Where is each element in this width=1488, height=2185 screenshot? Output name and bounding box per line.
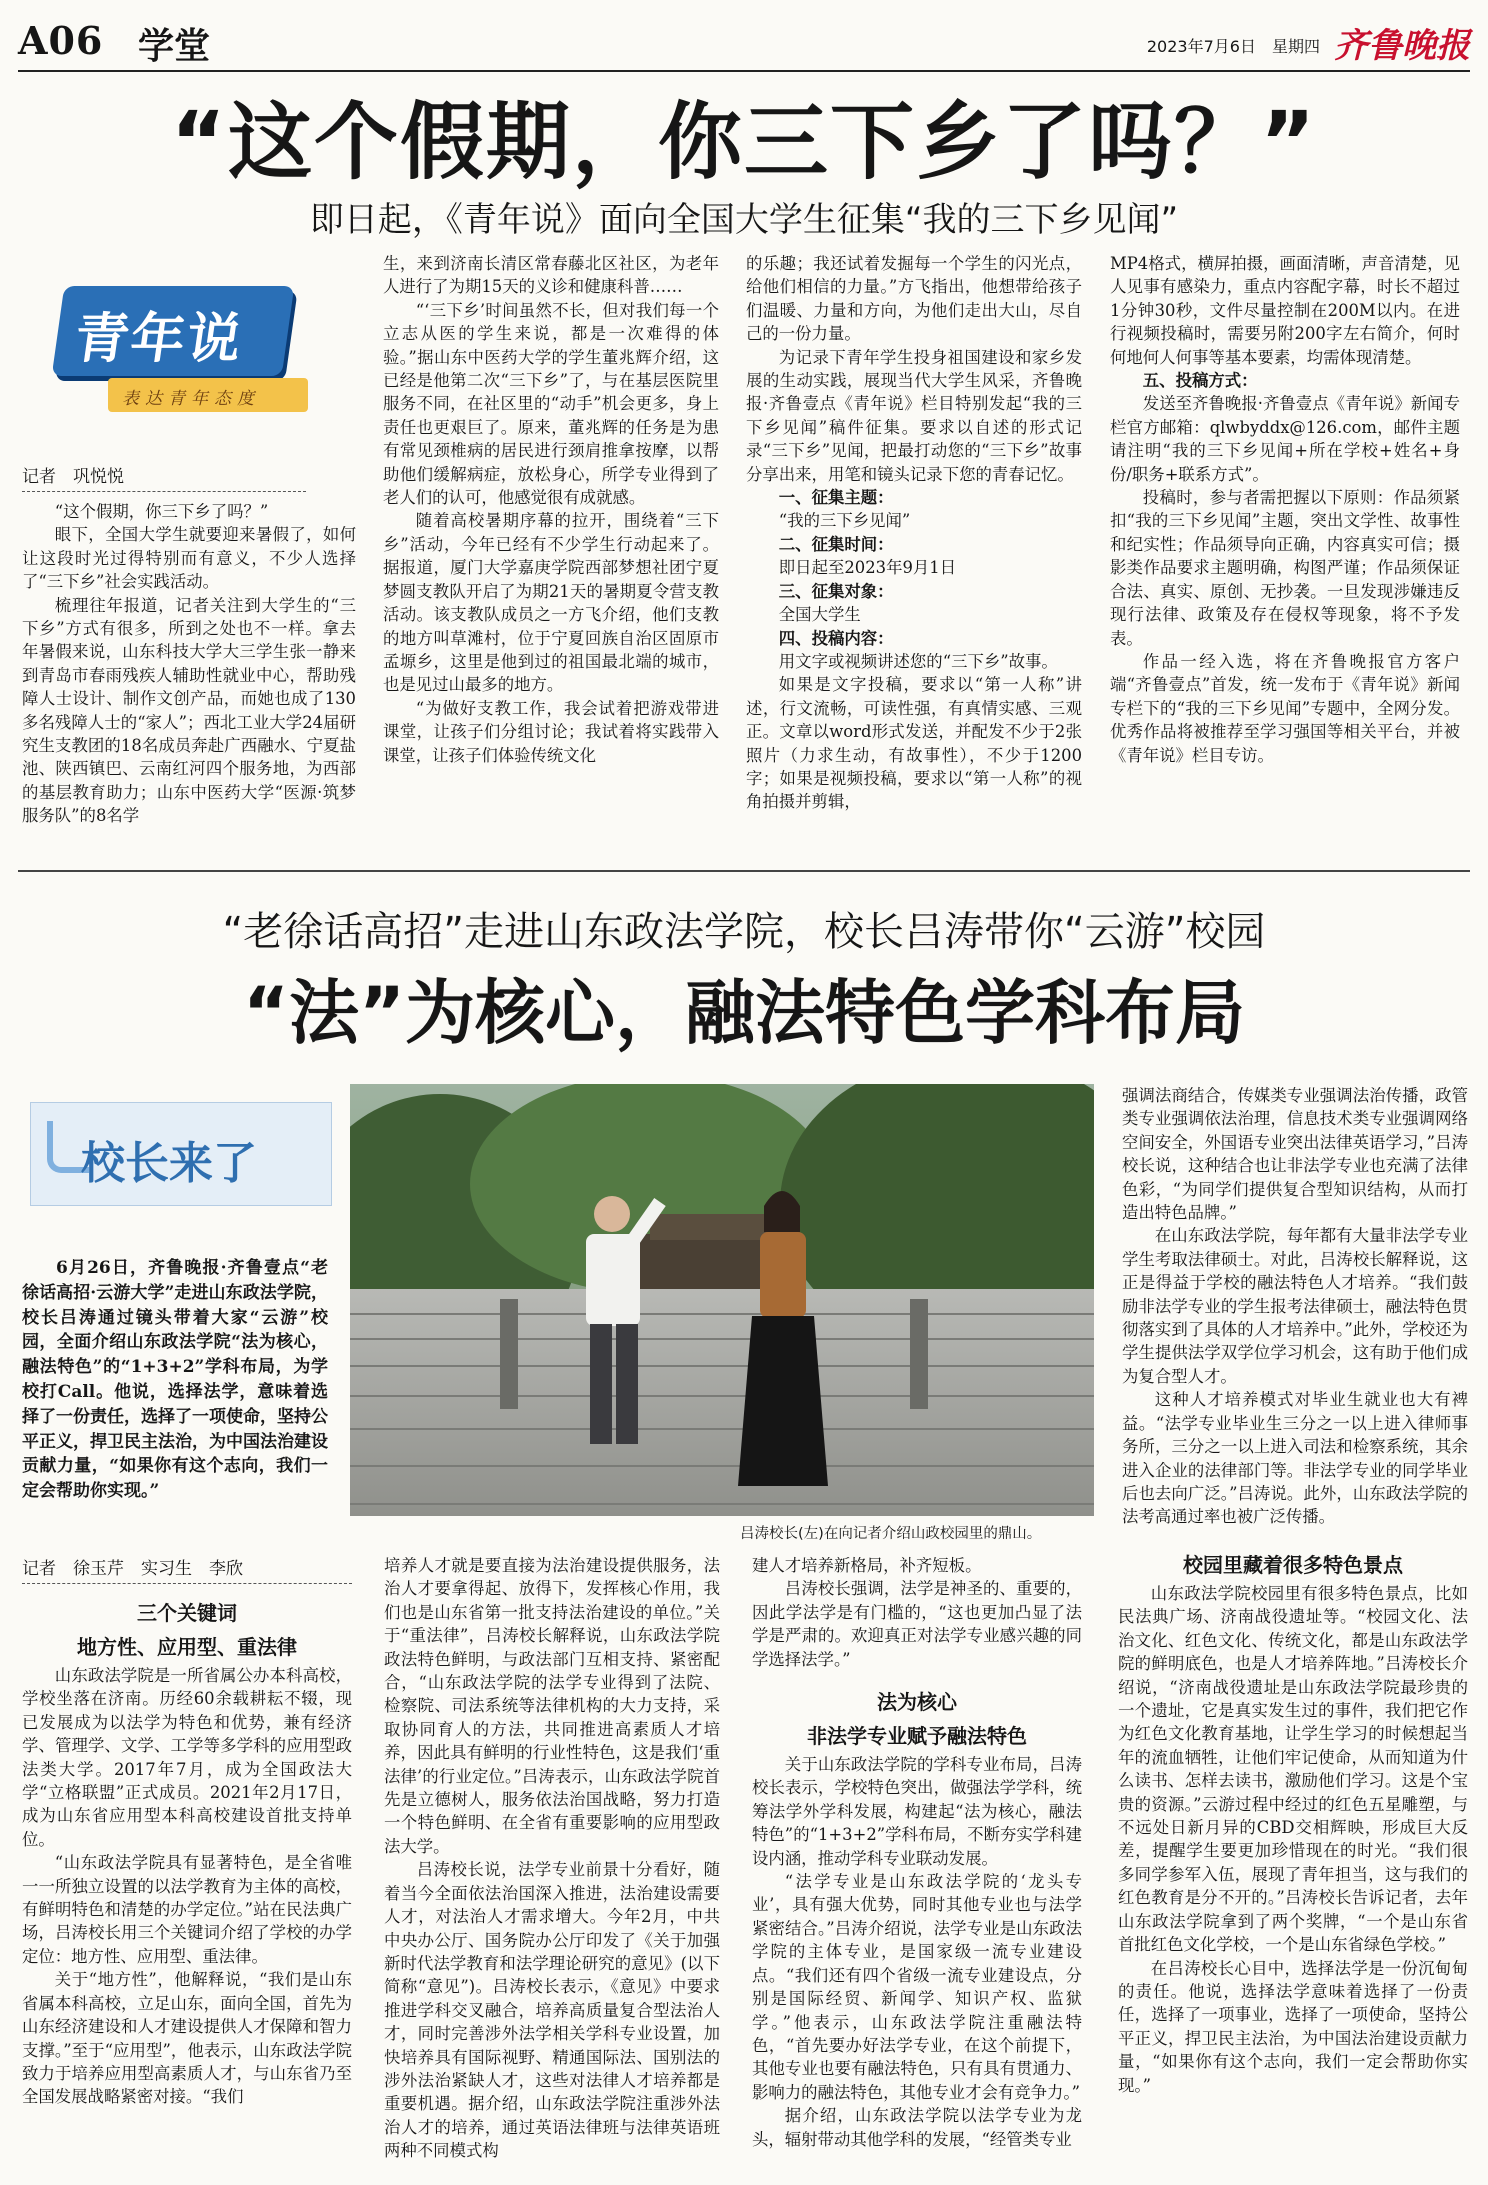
- logo-tagline-strip: [108, 378, 308, 412]
- subheading: 校园里藏着很多特色景点: [1183, 1553, 1403, 1577]
- paragraph: 关于山东政法学院的学科专业布局，吕涛校长表示，学校特色突出，做强法学学科，统筹法学外学科发展，构建起“法为核心，融法特色”的“1+3+2”学科布局，不断夯实学科建设内涵，推动学科专业联动发展。: [752, 1755, 1082, 1868]
- paragraph: 生，来到济南长清区常春藤北区社区，为老年人进行了为期15天的义诊和健康科普……: [383, 254, 719, 297]
- paragraph: 建人才培养新格局，补齐短板。: [752, 1556, 982, 1575]
- call-heading: 五、投稿方式：: [1142, 371, 1258, 391]
- subheading: 法为核心: [877, 1690, 957, 1715]
- article1-column-2: [383, 252, 719, 767]
- paragraph: 山东政法学院校园里有很多特色景点，比如民法典广场、济南战役遗址等。“校园文化、法治文化、红色文化、传统文化，都是山东政法学院的鲜明底色，也是人才培养阵地。”吕涛校长介绍说，“济南战役遗址是山东政法学院最珍贵的一个遗址，它是真实发生过的事件，我们把它作为红色文化教育基地，让学生学习的时候想起当年的流血牺牲，让他们牢记使命，从而知道为什么读书、怎样去读书，激励他们学习。这是个宝贵的资源。”云游过程中经过的红色五星雕塑，与不远处日新月异的CBD交相辉映，形成巨大反差，提醒学生要更加珍惜现在的时光。“我们很多同学参军入伍，展现了青年担当，这与我们的红色教育是分不开的。”吕涛校长告诉记者，去年山东政法学院拿到了两个奖牌，“一个是山东省首批红色文化学校，一个是山东省绿色学校。”: [1118, 1584, 1468, 1955]
- paragraph: “法学专业是山东政法学院的‘龙头专业’，具有强大优势，同时其他专业也与法学紧密结合。”吕涛介绍说，法学专业是山东政法学院的主体专业，是国家级一流专业建设点。“我们还有四个省级一流专业建设点，分别是国际经贸、新闻学、知识产权、监狱学。”他表示，山东政法学院注重融法特色，“首先要办好法学专业，在这个前提下，其他专业也要有融法特色，只有具有贯通力、影响力的融法特色，其他专业才会有竞争力。”: [752, 1872, 1082, 2102]
- paragraph: 在山东政法学院，每年都有大量非法学专业学生考取法律硕士。对此，吕涛校长解释说，这正是得益于学校的融法特色人才培养。“我们鼓励非法学专业的学生报考法律硕士，融法特色贯彻落实到了具体的人才培养中。”此外，学校还为学生提供法学双学位学习机会，这有助于他们成为复合型人才。: [1122, 1226, 1468, 1386]
- paragraph: 即日起至2023年9月1日: [778, 558, 957, 578]
- issue-date: [1147, 34, 1320, 57]
- article2-right-column-top: [1122, 1084, 1468, 1529]
- paragraph: 据介绍，山东政法学院以法学专业为龙头，辐射带动其他学科的发展，“经管类专业: [752, 2106, 1082, 2149]
- qingnianshuo-logo: [18, 268, 318, 418]
- paragraph: “为做好支教工作，我会试着把游戏带进课堂，让孩子们分组讨论；我试着将实践带入课堂，让孩子们体验传统文化: [383, 698, 719, 765]
- photo-caption: 吕涛校长(左)在向记者介绍山政校园里的鼎山。: [740, 1526, 1042, 1542]
- article2-title: “法”为核心，融法特色学科布局: [242, 972, 1245, 1054]
- paragraph: 山东政法学院是一所省属公办本科高校，学校坐落在济南。历经60余载耕耘不辍，现已发展成为以法学为特色和优势，兼有经济学、管理学、文学、工学等多学科的应用型政法类大学。2017年7月，成为全国政法大学“立格联盟”正式成员。2021年2月17日，成为山东省应用型本科高校建设首批支持单位。: [22, 1666, 352, 1849]
- paragraph: “山东政法学院具有显著特色，是全省唯一一所独立设置的以法学教育为主体的高校，有鲜明特色和清楚的办学定位。”站在民法典广场，吕涛校长用三个关键词介绍了学校的办学定位：地方性、应用型、重法律。: [22, 1853, 352, 1966]
- section-name: 学堂: [138, 26, 211, 67]
- call-heading: 一、征集主题：: [778, 488, 894, 508]
- photo-illustration: [350, 1084, 1094, 1516]
- logo-badge: [52, 286, 295, 376]
- paragraph: 全国大学生: [778, 605, 861, 625]
- weekday: 星期四: [1271, 37, 1320, 56]
- logo-text: 校长来了: [81, 1138, 257, 1189]
- paragraph: 作品一经入选，将在齐鲁晚报官方客户端“齐鲁壹点”首发，统一发布于《青年说》新闻专栏下的“我的三下乡见闻”专题中，全网分发。优秀作品将被推荐至学习强国等相关平台，并被《青年说》栏目专访。: [1110, 651, 1460, 765]
- paragraph: 发送至齐鲁晚报·齐鲁壹点《青年说》新闻专栏官方邮箱：qlwbyddx@126.com，邮件主题请注明“我的三下乡见闻+所在学校+姓名+身份/职务+联系方式”。: [1110, 394, 1460, 484]
- date: 2023年7月6日: [1146, 37, 1256, 56]
- article1-title: “这个假期，你三下乡了吗？”: [170, 93, 1318, 191]
- call-heading: 四、投稿内容：: [778, 628, 894, 648]
- article-divider: [18, 870, 1470, 872]
- article2-column-1: [22, 1596, 352, 2109]
- article2-column-3: [752, 1554, 1082, 2151]
- paragraph: 关于“地方性”，他解释说，“我们是山东省属本科高校，立足山东，面向全国，首先为山东经济建设和人才建设提供人才保障和智力支撑。”至于“应用型”，他表示，山东政法学院致力于培养应用型高素质人才，与山东省乃至全国发展战略紧密对接。“我们: [22, 1970, 352, 2107]
- lead-paragraph: 6月26日，齐鲁晚报·齐鲁壹点“老徐话高招·云游大学”走进山东政法学院，校长吕涛通过镜头带着大家“云游”校园，全面介绍山东政法学院“法为核心，融法特色”的“1+3+2”学科布局，为学校打Call。他说，选择法学，意味着选择了一份责任，选择了一项使命，坚持公平正义，捍卫民主法治，为中国法治建设贡献力量，“如果你有这个志向，我们一定会帮助你实现。”: [22, 1258, 328, 1502]
- paragraph: 投稿时，参与者需把握以下原则：作品须紧扣“我的三下乡见闻”主题，突出文学性、故事性和纪实性；作品须导向正确，内容真实可信；摄影类作品要求主题明确，构图严谨；作品须保证合法、真实、原创、无抄袭。一旦发现涉嫌违反现行法律、政策及存在侵权等现象，将不予发表。: [1110, 488, 1460, 648]
- paragraph: “‘三下乡’时间虽然不长，但对我们每一个立志从医的学生来说，都是一次难得的体验。”据山东中医药大学的学生董兆辉介绍，这已经是他第二次“三下乡”了，与在基层医院里服务不同，在社区里的“动手”机会更多，身上责任也更艰巨了。原来，董兆辉的任务是为患有常见颈椎病的居民进行颈肩推拿按摩，以帮助他们缓解病症，放松身心，所学专业得到了老人们的认可，他感觉很有成就感。: [383, 300, 719, 508]
- paragraph: MP4格式，横屏拍摄，画面清晰，声音清楚，见人见事有感染力，重点内容配字幕，时长不超过1分钟30秒，文件尽量控制在200M以内。在进行视频投稿时，需要另附200字左右简介，何时何地何人何事等基本要素，均需体现清楚。: [1110, 254, 1460, 367]
- paragraph: 这种人才培养模式对毕业生就业也大有裨益。“法学专业毕业生三分之一以上进入律师事务所，三分之一以上进入司法和检察系统，其余进入企业的法律部门等。非法学专业的同学毕业后也去向广泛。”吕涛说。此外，山东政法学院的法考高通过率也被广泛传播。: [1122, 1390, 1468, 1527]
- subheading: 三个关键词: [137, 1601, 237, 1625]
- article1-column-3: [746, 252, 1082, 814]
- paragraph: 用文字或视频讲述您的“三下乡”故事。: [778, 651, 1058, 671]
- subheading: 非法学专业赋予融法特色: [807, 1724, 1027, 1749]
- newspaper-masthead-logo: 齐鲁晚报: [1334, 26, 1470, 66]
- paragraph: 吕涛校长强调，法学是神圣的、重要的，因此学法学是有门槛的，“这也更加凸显了法学是严肃的。欢迎真正对法学专业感兴趣的同学选择法学。”: [752, 1579, 1082, 1669]
- logo-text: 青年说: [70, 307, 248, 370]
- article2-kicker: “老徐话高招”走进山东政法学院，校长吕涛带你“云游”校园: [222, 909, 1266, 955]
- article1-column-1: [22, 500, 356, 828]
- paragraph: 眼下，全国大学生就要迎来暑假了，如何让这段时光过得特别而有意义，不少人选择了“三下乡”社会实践活动。: [22, 525, 356, 592]
- article1-byline: 记者 巩悦悦: [22, 462, 306, 492]
- paragraph: 梳理往年报道，记者关注到大学生的“三下乡”方式有很多，所到之处也不一样。拿去年暑假来说，山东科技大学大三学生张一静来到青岛市春雨残疾人辅助性就业中心，帮助残障人士设计、制作文创产品，而她也成了130多名残障人士的“家人”；西北工业大学24届研究生支教团的18名成员奔赴广西融水、宁夏盐池、陕西镇巴、云南红河四个服务地，为西部的基层教育助力；山东中医药大学“医源·筑梦服务队”的8名学: [22, 595, 356, 826]
- campus-photo: [350, 1084, 1094, 1516]
- article1-column-4: [1110, 252, 1460, 767]
- paragraph: 为记录下青年学生投身祖国建设和家乡发展的生动实践，展现当代大学生风采，齐鲁晚报·齐鲁壹点《青年说》栏目特别发起“我的三下乡见闻”稿件征集。要求以自述的形式记录“三下乡”见闻，把最打动您的“三下乡”故事分享出来，用笔和镜头记录下您的青春记忆。: [746, 347, 1082, 484]
- paragraph: 在吕涛校长心目中，选择法学是一份沉甸甸的责任。他说，选择法学意味着选择了一份责任，选择了一项事业，选择了一项使命，坚持公平正义，捍卫民主法治，为中国法治建设贡献力量，“如果你有这个志向，我们一定会帮助你实现。”: [1118, 1958, 1468, 2095]
- article2-lead: [22, 1256, 328, 1504]
- article2-byline: 记者 徐玉芹 实习生 李欣: [22, 1554, 352, 1584]
- paragraph: 的乐趣；我还试着发掘每一个学生的闪光点，给他们相信的力量。”方飞指出，他想带给孩子们温暖、力量和方向，为他们走出大山，尽自己的一份力量。: [746, 254, 1082, 344]
- article1-subtitle: 即日起，《青年说》面向全国大学生征集“我的三下乡见闻”: [309, 200, 1179, 240]
- article2-column-2: [384, 1554, 720, 2163]
- subheading: 地方性、应用型、重法律: [77, 1635, 297, 1659]
- call-heading: 二、征集时间：: [778, 534, 894, 554]
- paragraph: 如果是文字投稿，要求以“第一人称”讲述，行文流畅，可读性强，有真情实感、三观正。文章以word形式发送，并配发不少于2张照片（力求生动，有故事性），不少于1200字；如果是视频投稿，要求以“第一人称”的视角拍摄并剪辑，: [746, 675, 1082, 812]
- paragraph: 培养人才就是要直接为法治建设提供服务，法治人才要拿得起、放得下，发挥核心作用，我们也是山东省第一批支持法治建设的单位。”关于“重法律”，吕涛校长解释说，山东政法学院政法特色鲜明，与政法部门互相支持、紧密配合，“山东政法学院的法学专业得到了法院、检察院、司法系统等法律机构的大力支持，采取协同育人的方法，共同推进高素质人才培养，因此具有鲜明的行业性特色，这是我们‘重法律’的行业定位。”吕涛表示，山东政法学院首先是立德树人，服务依法治国战略，努力打造一个特色鲜明、在全省有重要影响的应用型政法大学。: [384, 1556, 720, 1856]
- call-heading: 三、征集对象：: [778, 581, 894, 601]
- paragraph: 吕涛校长说，法学专业前景十分看好，随着当今全面依法治国深入推进，法治建设需要人才，对法治人才需求增大。今年2月，中共中央办公厅、国务院办公厅印发了《关于加强新时代法学教育和法学理论研究的意见》(以下简称“意见”)。吕涛校长表示，《意见》中要求推进学科交叉融合，培养高质量复合型法治人才，同时完善涉外法学相关学科专业设置，加快培养具有国际视野、精通国际法、国别法的涉外法治紧缺人才，这些对法律人才培养都是重要机遇。据介绍，山东政法学院注重涉外法治人才的培养，通过英语法律班与法律英语班两种不同模式构: [384, 1860, 720, 2161]
- page-number: A06: [18, 18, 104, 63]
- xiaozhanglaile-logo: [30, 1102, 332, 1206]
- logo-tagline: 表达青年态度: [122, 389, 260, 409]
- paragraph: 强调法商结合，传媒类专业强调法治传播，政管类专业强调依法治理，信息技术类专业强调网络空间安全，外国语专业突出法律英语学习，”吕涛校长说，这种结合也让非法学专业也充满了法律色彩，“为同学们提供复合型知识结构，从而打造出特色品牌。”: [1122, 1086, 1468, 1223]
- page-header: [18, 12, 1470, 72]
- paragraph: “这个假期，你三下乡了吗？”: [54, 502, 269, 521]
- paragraph: 随着高校暑期序幕的拉开，围绕着“三下乡”活动，今年已经有不少学生行动起来了。据报道，厦门大学嘉庚学院西部梦想社团宁夏梦圆支教队开启了为期21天的暑期夏令营支教活动。该支教队成员之一方飞介绍，他们支教的地方叫草滩村，位于宁夏回族自治区固原市孟塬乡，这里是他到过的祖国最北端的城市，也是见过山最多的地方。: [383, 511, 719, 695]
- paragraph: “我的三下乡见闻”: [778, 511, 911, 531]
- article2-column-4: [1118, 1548, 1468, 2097]
